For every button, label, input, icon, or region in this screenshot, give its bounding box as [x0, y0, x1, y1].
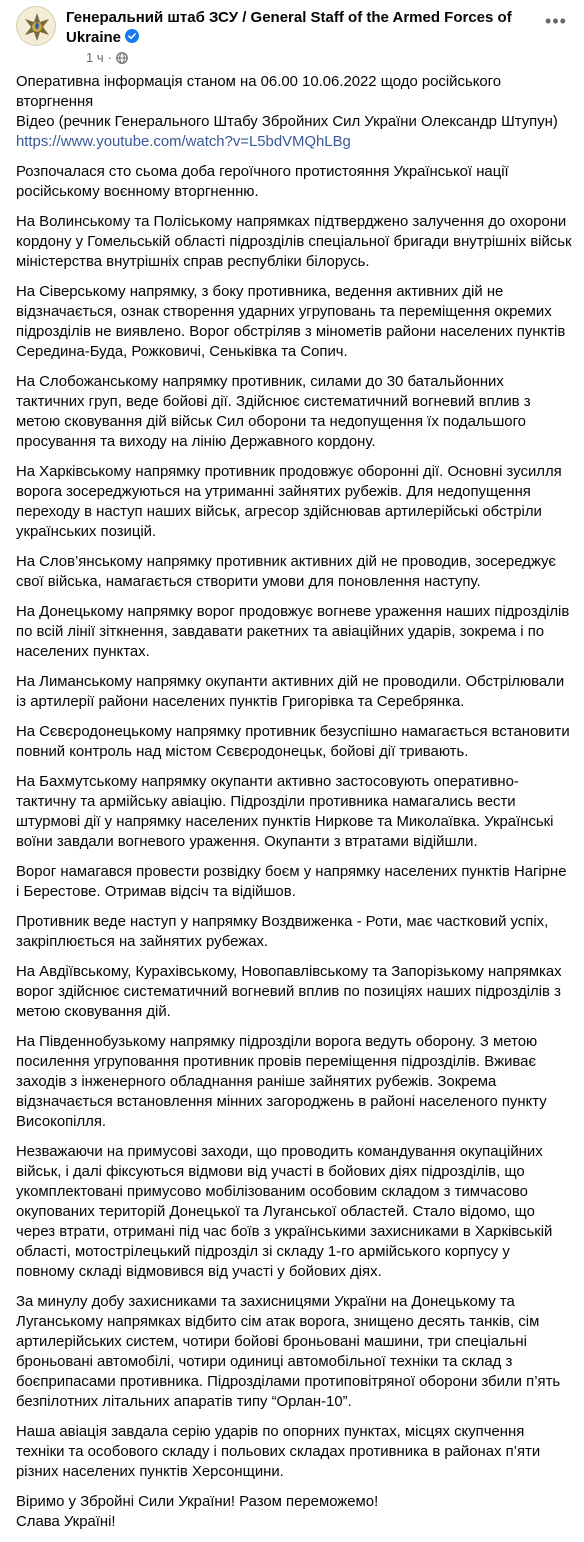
post-timestamp[interactable]: 1 ч [86, 50, 104, 65]
post-meta [86, 50, 128, 66]
post-paragraph: На Бахмутському напрямку окупанти активно застосовують оперативно-тактичну та армійську авіацію. Підрозділи противника намагались вести штурмові дії у напрямку населених пунктів Ниркове та Миколаївка. Українські воїни завдали вогневого ураження. Окупанти з втратами відійшли. [16, 774, 554, 850]
post-paragraph: На Лиманському напрямку окупанти активних дій не проводили. Обстрілювали із артилерії райони населених пунктів Григорівка та Серебрянка. [16, 674, 565, 710]
post-paragraph: На Волинському та Поліському напрямках підтверджено залучення до охорони кордону у Гомельській області підрозділів спеціальної бригади внутрішніх військ міністерства внутрішніх справ республіки білорусь. [16, 214, 572, 270]
post-paragraph: Ворог намагався провести розвідку боєм у напрямку населених пунктів Нагірне і Берестове. Отримав відсіч та відійшов. [16, 864, 567, 900]
post-paragraph: Противник веде наступ у напрямку Воздвиженка - Роти, має частковий успіх, закріплюється на зайнятих рубежах. [16, 914, 549, 950]
more-options-icon[interactable]: ••• [545, 11, 567, 31]
intro-line-2: Відео (речник Генерального Штабу Збройних Сил України Олександр Штупун) [16, 114, 558, 130]
post-paragraph: На Сєвєродонецькому напрямку противник безуспішно намагається встановити повний контроль над містом Сєвєродонецьк, бойові дії тривають. [16, 724, 570, 760]
post-paragraph: На Слов’янському напрямку противник активних дій не проводив, зосереджує свої війська, намагається створити умови для поновлення наступу. [16, 554, 557, 590]
meta-separator: · [107, 50, 112, 65]
post-body [16, 72, 572, 1542]
post-closing [16, 1492, 572, 1532]
post-paragraph: На Сіверському напрямку, з боку противника, ведення активних дій не відзначається, ознак створення ударних угруповань та переміщення окремих підрозділів не виявлено. Ворог обстріляв з мінометів райони населених пунктів Середина-Буда, Рожковичі, Сеньківка та Сопич. [16, 284, 566, 360]
closing-line-2: Слава Україні! [16, 1514, 116, 1530]
author-name-text[interactable]: Генеральний штаб ЗСУ / General Staff of the Armed Forces of Ukraine [66, 9, 512, 46]
verified-badge-icon [125, 29, 139, 43]
post-paragraph: На Авдіївському, Курахівському, Новопавлівському та Запорізькому напрямках ворог здійснює систематичний вогневий вплив по позиціях наших підрозділів з метою сковування дій. [16, 964, 562, 1020]
post-header [0, 0, 584, 64]
globe-icon[interactable] [116, 52, 128, 64]
intro-line-1: Оперативна інформація станом на 06.00 10.06.2022 щодо російського вторгнення [16, 74, 502, 110]
youtube-link[interactable]: https://www.youtube.com/watch?v=L5bdVMQhLBg [16, 134, 351, 150]
closing-line-1: Віримо у Збройні Сили України! Разом переможемо! [16, 1494, 379, 1510]
post-paragraph: На Донецькому напрямку ворог продовжує вогневе ураження наших підрозділів по всій лінії зіткнення, завдавати ракетних та авіаційних ударів, зокрема і по населених пунктах. [16, 604, 570, 660]
emblem-icon[interactable] [16, 6, 56, 46]
post-intro [16, 72, 572, 152]
author-name[interactable] [66, 8, 516, 48]
post-paragraph: Наша авіація завдала серію ударів по опорних пунктах, місцях скупчення техніки та особового складу і польових складах противника в районах п’яти різних населених пунктів Херсонщини. [16, 1424, 541, 1480]
post-paragraph: На Південнобузькому напрямку підрозділи ворога ведуть оборону. З метою посилення угруповання противник провів переміщення підрозділів. Вживає заходів з інженерного обладнання раніше зайнятих рубежів. Зокрема відзначається встановлення мінних загороджень в районі населеного пункту Високопілля. [16, 1034, 547, 1130]
post-paragraph: На Слобожанському напрямку противник, силами до 30 батальйонних тактичних груп, веде бойові дії. Здійснює систематичний вогневий вплив з метою сковування дій військ Сил оборони та недопущення їх подальшого просування та виходу на лінію Державного кордону. [16, 374, 531, 450]
post-paragraph: За минулу добу захисниками та захисницями України на Донецькому та Луганському напрямках відбито сім атак ворога, знищено десять танків, сім артилерійських систем, чотири бойові броньовані машини, три спеціальні броньовані автомобілі, чотири одиниці автомобільної техніки та склад з боєприпасами противника. Підрозділами протиповітряної оборони збили п’ять безпілотних літальних апаратів типу “Орлан-10”. [16, 1294, 561, 1410]
post-paragraph: Незважаючи на примусові заходи, що проводить командування окупаційних військ, і далі фіксуються відмови від участі в бойових діях підрозділів, що укомплектовані примусово мобілізованим особовим складом з тимчасово окупованих територій Донецької та Луганської областей. Стало відомо, що через втрати, отримані під час боїв з українськими захисниками в Харківській області, мотострілецький підрозділ зі складу 1-го армійського корпусу у повному складі відмовився від участі у бойових діях. [16, 1144, 553, 1280]
post-paragraph: Розпочалася сто сьома доба героїчного протистояння Української нації російському воєнному вторгненню. [16, 164, 509, 200]
post-paragraph: На Харківському напрямку противник продовжує оборонні дії. Основні зусилля ворога зосереджуються на утриманні зайнятих рубежів. Для недопущення переходу в наступ наших військ, агресор здійснював артилерійські обстріли українських позицій. [16, 464, 562, 540]
